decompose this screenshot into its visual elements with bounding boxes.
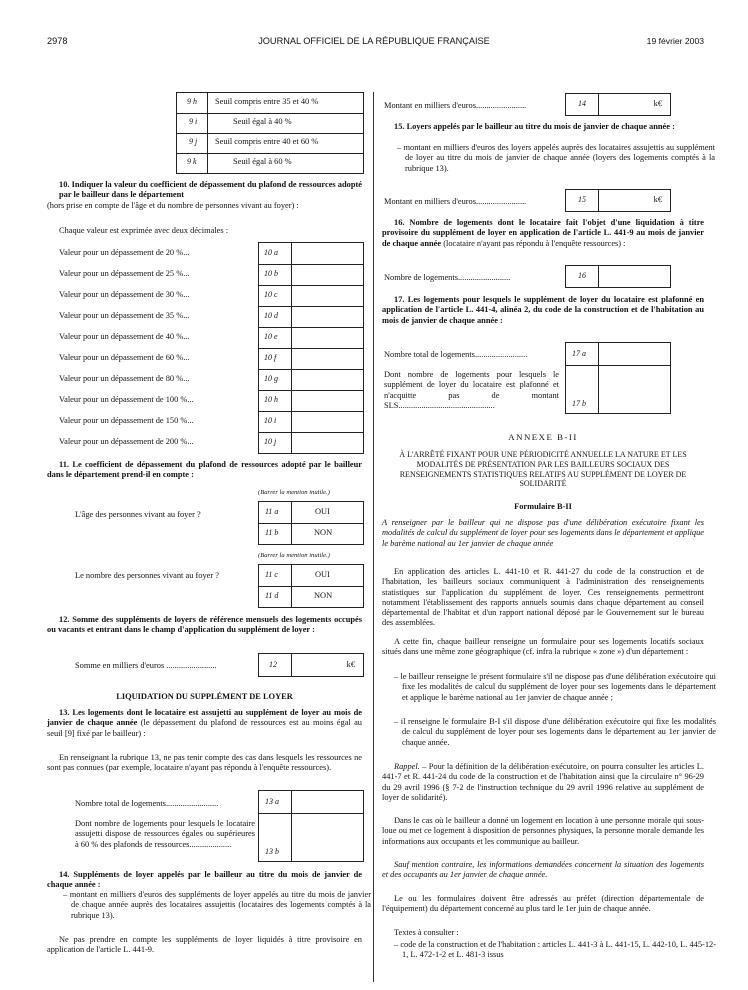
q10-row-label: Valeur pour un dépassement de 100 %... xyxy=(59,395,194,404)
field-code: 13 b xyxy=(265,847,279,856)
q10-heading: 10. Indiquer la valeur du coefficient de dépassement du plafond de ressources adopté par le bailleur dans le département (hors prise en compte de l'âge et du nombre de personnes vivant au foyer) : xyxy=(47,180,362,210)
q10-row-label: Valeur pour un dépassement de 35 %... xyxy=(59,311,190,320)
q10-row-code: 10 i xyxy=(264,416,277,425)
q10-row-code: 10 a xyxy=(264,248,278,257)
table-row-code: 9 j xyxy=(189,137,198,146)
q14-desc: – montant en milliers d'euros des suppléments de loyer appelés au titre du mois de janvier de chaque année auprès des locataires assujettis (locataires des logements comptés à la rubrique 13). xyxy=(63,890,371,920)
q10-row-code: 10 g xyxy=(264,374,278,383)
table-row-code: 9 k xyxy=(187,157,197,166)
threshold-table xyxy=(176,92,364,174)
q10-row-label: Valeur pour un dépassement de 30 %... xyxy=(59,290,190,299)
q10-row-code: 10 h xyxy=(264,395,278,404)
q11-count-label: Le nombre des personnes vivant au foyer ? xyxy=(75,571,219,580)
field-code: 11 a xyxy=(265,507,279,516)
issue-date: 19 février 2003 xyxy=(646,36,704,46)
annexe-textes: Textes à consulter : xyxy=(394,928,459,937)
field-code: 16 xyxy=(578,271,586,280)
unit-label: k€ xyxy=(653,195,662,204)
q10-intro: Chaque valeur est exprimée avec deux décimales : xyxy=(59,226,229,235)
q14-note: Ne pas prendre en compte les suppléments de loyer liquidés à titre provisoire en application de l'article L. 441-9. xyxy=(47,935,362,955)
q17b-label: Dont nombre de logements pour lesquels le supplément de loyer du locataire est plafonné et n'acquitte pas de montant SLS.............................................. xyxy=(384,370,559,410)
barrer-note: (Barrer la mention inutile.) xyxy=(258,552,330,559)
q10-row-code: 10 c xyxy=(264,290,278,299)
q10-row-code: 10 e xyxy=(264,332,278,341)
annexe-italic-note: Sauf mention contraire, les informations demandées concernent la situation des logements et des occupants au 1er janvier de chaque année. xyxy=(382,860,704,880)
field-code: 13 a xyxy=(265,797,279,806)
q13-grid[interactable] xyxy=(258,790,364,862)
annexe-rappel: Rappel. – Pour la définition de la délibération exécutoire, on pourra consulter les articles L. 441-7 et R. 441-24 du code de la construction et de l'habitation ainsi que la circulaire n° 96-29 du 29 avril 1996 (§ 7-2 de l'instruction technique du 29 avril 1996 relative au supplément de loyer de solidarité). xyxy=(382,762,704,802)
table-row-label: Seuil égal à 40 % xyxy=(233,117,292,126)
unit-label: k€ xyxy=(653,99,662,108)
q15-desc: – montant en milliers d'euros des loyers appelés auprès des locataires assujettis au supplément de loyer au titre du mois de janvier de chaque année (loyers des logements comptés à la rubrique 13). xyxy=(397,143,715,173)
q10-row-code: 10 d xyxy=(264,311,278,320)
q13a-label: Nombre total de logements......................... xyxy=(75,799,219,808)
q12-heading: 12. Somme des suppléments de loyers de référence mensuels des logements occupés ou vacants et entrant dans le champ d'application du supplément de loyer : xyxy=(47,615,362,635)
field-code: 15 xyxy=(578,195,586,204)
q10-row-code: 10 f xyxy=(264,353,277,362)
table-row-label: Seuil égal à 60 % xyxy=(233,157,292,166)
field-code: 11 c xyxy=(265,570,278,579)
annexe-dash-1: – le bailleur renseigne le présent formulaire s'il ne dispose pas d'une délibération exécutoire qui fixe les modalités de calcul du supplément de loyer pour ses logements dans le département et applique le barème national au 1er janvier de chaque année ; xyxy=(394,672,716,702)
barrer-note: (Barrer la mention inutile.) xyxy=(258,489,330,496)
annexe-subtitle: À L'ARRÊTÉ FIXANT POUR UNE PÉRIODICITÉ ANNUELLE LA NATURE ET LES MODALITÉS DE PRÉSENTATION PAR LES BAILLEURS SOCIAUX DES RENSEIGNEMENTS STATISTIQUES RELATIFS AU SUPPLÉMENT DE LOYER DE SOLIDARITÉ xyxy=(399,450,687,489)
q10-row-code: 10 b xyxy=(264,269,278,278)
q10-row-label: Valeur pour un dépassement de 200 %... xyxy=(59,437,194,446)
field-code: 14 xyxy=(578,99,586,108)
q11-age-box[interactable] xyxy=(258,501,364,545)
q10-row-label: Valeur pour un dépassement de 80 %... xyxy=(59,374,190,383)
annexe-dash-3: – code de la construction et de l'habitation : articles L. 441-3 à L. 441-15, L. 442-10, L. 445-12-1, L. 472-1-2 et L. 481-3 issus xyxy=(394,940,716,960)
field-code: 11 b xyxy=(265,528,279,537)
table-row-code: 9 i xyxy=(189,117,198,126)
section-title: LIQUIDATION DU SUPPLÉMENT DE LOYER xyxy=(116,692,293,701)
q13-note: En renseignant la rubrique 13, ne pas tenir compte des cas dans lesquels les ressources ne sont pas connues (par exemple, locataire n'ayant pas répondu à l'enquête ressources). xyxy=(47,753,362,773)
table-row-label: Seuil compris entre 40 et 60 % xyxy=(215,137,319,146)
q11-count-box[interactable] xyxy=(258,564,364,608)
annexe-title: ANNEXE B-II xyxy=(508,432,578,442)
annexe-para-2: A cette fin, chaque bailleur renseigne un formulaire pour ses logements locatifs sociaux situés dans une même zone géographique (cf. infra la rubrique « zone ») d'un département : xyxy=(382,637,704,657)
page-number: 2978 xyxy=(47,36,68,46)
column-divider xyxy=(373,92,374,982)
form-intro: A renseigner par le bailleur qui ne dispose pas d'une délibération exécutoire fixant les modalités de calcul du supplément de loyer pour ses logements dans le département et applique le barème national au 1er janvier de chaque année xyxy=(382,518,704,548)
annexe-dash-2: – il renseigne le formulaire B-I s'il dispose d'une délibération exécutoire qui fixe les modalités de calcul du supplément de loyer pour ses logements dans le département au 1er janvier de chaque année. xyxy=(394,717,716,747)
option-non[interactable]: NON xyxy=(314,591,333,600)
q13-heading: 13. Les logements dont le locataire est assujetti au supplément de loyer au mois de janvier de chaque année (le dépassement du plafond de ressources est au moins égal au seuil [9] fixé par le bailleur) : xyxy=(47,708,362,738)
field-code: 12 xyxy=(269,660,277,669)
q12-input[interactable] xyxy=(258,653,364,677)
q11-heading: 11. Le coefficient de dépassement du plafond de ressources adopté par le bailleur dans le département prend-il en compte : xyxy=(47,460,362,480)
q16-heading: 16. Nombre de logements dont le locataire fait l'objet d'une liquidation à titre provisoire du supplément de loyer en application de l'article L. 441-9 au mois de janvier de chaque année (locataire n'ayant pas répondu à l'enquête ressources) : xyxy=(382,218,704,248)
annexe-para-4: Le ou les formulaires doivent être adressés au préfet (direction départementale de l'équipement) du département concerné au plus tard le 1er juin de chaque année. xyxy=(382,894,704,914)
q15-heading: 15. Loyers appelés par le bailleur au titre du mois de janvier de chaque année : xyxy=(394,122,675,131)
annexe-para-1: En application des articles L. 441-10 et R. 441-27 du code de la construction et de l'habitation, les bailleurs sociaux communiquent à l'administration des renseignements statistiques sur l'application du supplément de loyer. Ces renseignements permettront notamment l'établissement des rapports annuels soumis dans chaque département au conseil départemental de l'habitat et d'un rapport national déposé par le Gouvernement sur le bureau des assemblées. xyxy=(382,567,704,628)
q16-input[interactable] xyxy=(565,265,671,288)
q17-heading: 17. Les logements pour lesquels le supplément de loyer du locataire est plafonné en application de l'article L. 441-4, alinéa 2, du code de la construction et de l'habitation au mois de janvier de chaque année : xyxy=(382,295,704,325)
table-row-label: Seuil compris entre 35 et 40 % xyxy=(215,97,319,106)
q12-label: Somme en milliers d'euros ........................ xyxy=(75,661,217,670)
q14-amount-label: Montant en milliers d'euros........................ xyxy=(384,101,527,110)
q16-label: Nombre de logements......................... xyxy=(384,273,511,282)
field-code: 17 b xyxy=(572,399,586,408)
q14-heading: 14. Suppléments de loyer appelés par le bailleur au titre du mois de janvier de chaque année : xyxy=(47,870,362,890)
option-oui[interactable]: OUI xyxy=(315,570,330,579)
field-code: 17 a xyxy=(572,349,586,358)
annexe-para-3: Dans le cas où le bailleur a donné un logement en location à une personne morale qui sous-loue ou met ce logement à disposition de personnes physiques, la personne morale demande les informations aux occupants et les communique au bailleur. xyxy=(382,816,704,846)
q10-row-label: Valeur pour un dépassement de 40 %... xyxy=(59,332,190,341)
q10-row-label: Valeur pour un dépassement de 20 %... xyxy=(59,248,190,257)
q15-amount-label: Montant en milliers d'euros........................ xyxy=(384,197,527,206)
q15-amount-input[interactable] xyxy=(565,189,671,212)
q10-row-code: 10 j xyxy=(264,437,277,446)
q13b-label: Dont nombre de logements pour lesquels le locataire assujetti dispose de ressources égales ou supérieures à 60 % des plafonds de ressources.................... xyxy=(75,819,255,849)
journal-title: JOURNAL OFFICIEL DE LA RÉPUBLIQUE FRANÇAISE xyxy=(258,36,490,46)
option-non[interactable]: NON xyxy=(314,528,333,537)
form-title: Formulaire B-II xyxy=(514,502,572,511)
q10-row-label: Valeur pour un dépassement de 60 %... xyxy=(59,353,190,362)
q11-age-label: L'âge des personnes vivant au foyer ? xyxy=(75,510,201,519)
option-oui[interactable]: OUI xyxy=(315,507,330,516)
q10-row-label: Valeur pour un dépassement de 150 %... xyxy=(59,416,194,425)
q17a-label: Nombre total de logements......................... xyxy=(384,350,528,359)
q17-grid[interactable] xyxy=(565,342,671,414)
q10-row-label: Valeur pour un dépassement de 25 %... xyxy=(59,269,190,278)
q14-amount-input[interactable] xyxy=(565,93,671,116)
table-row-code: 9 h xyxy=(187,97,197,106)
unit-label: k€ xyxy=(346,660,355,669)
field-code: 11 d xyxy=(265,591,279,600)
